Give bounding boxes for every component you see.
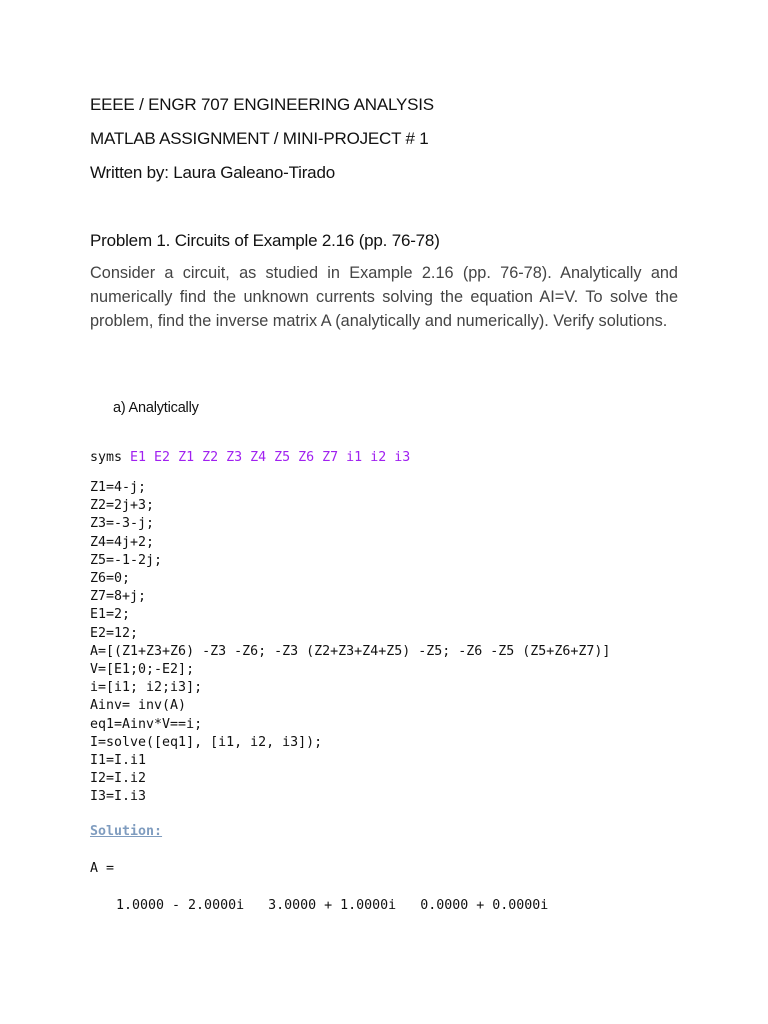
code-line: Z5=-1-2j; (90, 552, 163, 568)
problem-description: Consider a circuit, as studied in Example 2.16 (pp. 76-78). Analytically and numerically find the unknown currents solving the equation AI=V. To solve the problem, find the inverse matrix A (analytically and numerically). Verify solutions. (90, 264, 678, 330)
code-line: I3=I.i3 (90, 789, 147, 805)
syms-line (90, 449, 410, 467)
code-line: E2=12; (90, 625, 139, 641)
assignment-title: MATLAB ASSIGNMENT / MINI-PROJECT # 1 (90, 129, 429, 148)
code-block (90, 479, 610, 807)
code-line: eq1=Ainv*V==i; (90, 716, 203, 732)
code-line: i=[i1; i2;i3]; (90, 680, 203, 696)
author-line: Written by: Laura Galeano-Tirado (90, 163, 335, 182)
section-a-label: a) Analytically (113, 400, 199, 416)
code-line: Z2=2j+3; (90, 498, 155, 514)
code-line: Z4=4j+2; (90, 534, 155, 550)
code-line: E1=2; (90, 607, 131, 623)
code-line: I=solve([eq1], [i1, i2, i3]); (90, 734, 323, 750)
code-line: Z1=4-j; (90, 480, 147, 495)
syms-keyword: syms (90, 450, 131, 465)
code-line: Ainv= inv(A) (90, 698, 187, 714)
code-line: I2=I.i2 (90, 771, 147, 787)
code-line: I1=I.i1 (90, 753, 147, 769)
code-line: Z7=8+j; (90, 589, 147, 605)
problem-title: Problem 1. Circuits of Example 2.16 (pp. 76-78) (90, 231, 440, 250)
output-label: A = (90, 861, 115, 876)
code-line: A=[(Z1+Z3+Z6) -Z3 -Z6; -Z3 (Z2+Z3+Z4+Z5) -Z5; -Z6 -Z5 (Z5+Z6+Z7)] (90, 643, 611, 659)
solution-heading: Solution: (90, 824, 163, 839)
code-line: Z3=-3-j; (90, 516, 155, 532)
syms-arguments: E1 E2 Z1 Z2 Z3 Z4 Z5 Z6 Z7 i1 i2 i3 (130, 450, 411, 465)
code-line: Z6=0; (90, 571, 131, 587)
matrix-row: 1.0000 - 2.0000i 3.0000 + 1.0000i 0.0000 + 0.0000i (116, 898, 549, 913)
code-line: V=[E1;0;-E2]; (90, 662, 195, 678)
course-title: EEEE / ENGR 707 ENGINEERING ANALYSIS (90, 95, 434, 114)
